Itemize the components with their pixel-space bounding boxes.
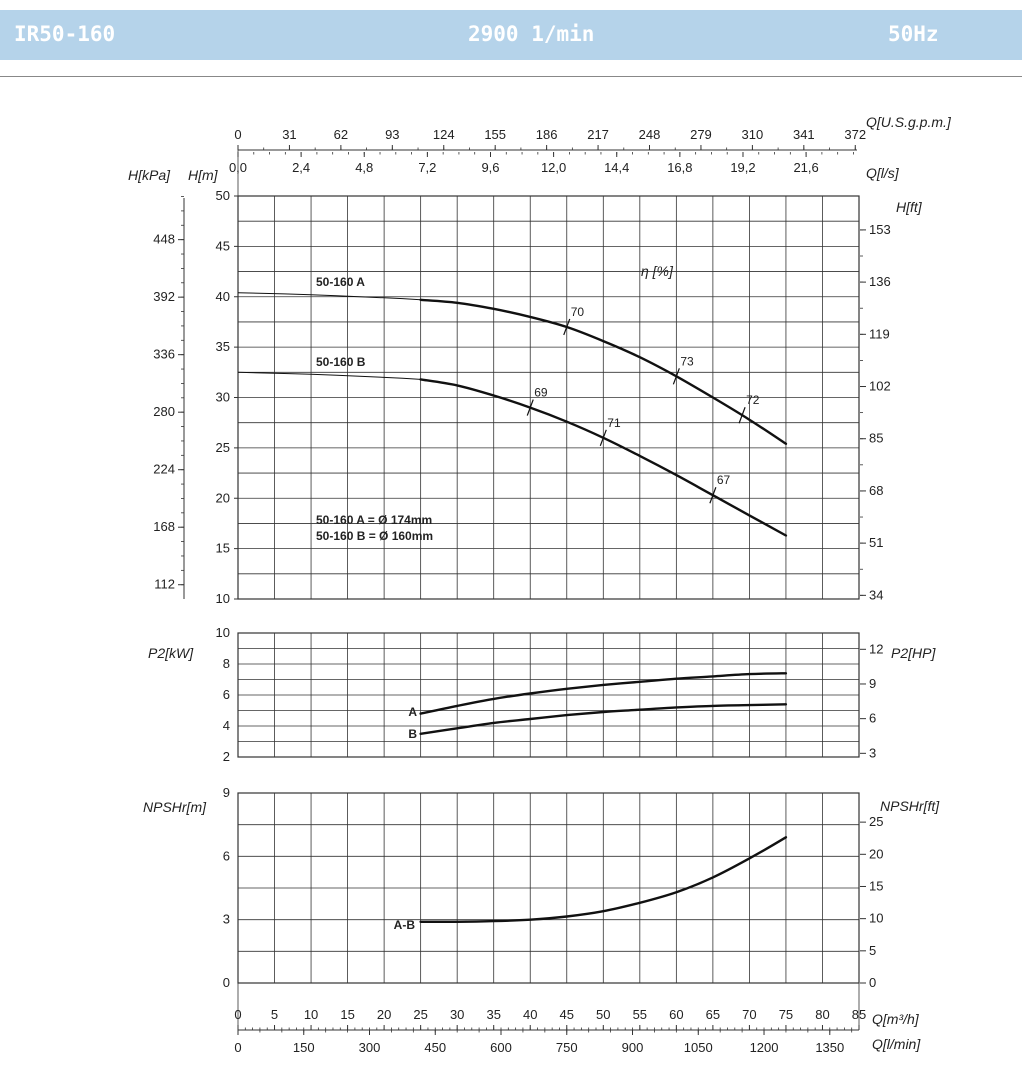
efficiency-label-70: 70 <box>570 304 585 319</box>
ls-tick-label: 19,2 <box>730 160 756 175</box>
npsh-ft-unit-label: NPSHr[ft] <box>880 798 940 814</box>
m3h-tick-label: 25 <box>413 1007 428 1022</box>
kpa-tick-label: 168 <box>153 519 175 535</box>
head-y-tick-label: 35 <box>215 339 230 355</box>
hp-tick-label: 3 <box>869 745 877 761</box>
hp-tick-label: 9 <box>869 675 877 691</box>
power-label-a: A <box>408 705 417 719</box>
head-y-tick-label: 25 <box>215 439 230 455</box>
hp-tick-label: 6 <box>869 710 877 726</box>
npsh-y-tick-label: 6 <box>222 848 230 864</box>
pump-model-title: IR50-160 <box>14 22 116 46</box>
head-y-tick-label: 40 <box>215 288 230 304</box>
usgpm-tick-label: 155 <box>484 127 507 142</box>
m3h-tick-label: 10 <box>303 1007 319 1022</box>
ls-tick-label: 14,4 <box>604 160 630 175</box>
ls-tick-label: 0,0 <box>228 160 248 175</box>
lmin-tick-label: 0 <box>234 1040 242 1055</box>
lmin-tick-label: 600 <box>490 1040 512 1055</box>
ls-unit-label: Q[l/s] <box>866 165 899 181</box>
m3h-tick-label: 15 <box>340 1007 355 1022</box>
ft-tick-label: 102 <box>869 378 891 394</box>
usgpm-tick-label: 279 <box>690 127 712 142</box>
head-y-tick-label: 30 <box>215 389 230 405</box>
lmin-unit-label: Q[l/min] <box>872 1036 921 1052</box>
kpa-tick-label: 336 <box>153 346 175 362</box>
efficiency-label-71: 71 <box>607 415 621 430</box>
kpa-unit-label: H[kPa] <box>128 167 171 183</box>
npsh-y-tick-label: 0 <box>222 975 230 990</box>
npsh-label-a-b: A-B <box>393 918 415 932</box>
m3h-tick-label: 85 <box>851 1007 867 1022</box>
usgpm-tick-label: 217 <box>587 127 609 142</box>
head-y-tick-label: 50 <box>215 188 230 203</box>
m3h-tick-label: 80 <box>815 1007 830 1022</box>
lmin-tick-label: 300 <box>358 1040 381 1055</box>
ls-tick-label: 21,6 <box>793 160 819 175</box>
power-y-tick-label: 6 <box>222 687 230 702</box>
usgpm-tick-label: 93 <box>385 127 400 142</box>
curve-label-b: 50-160 B <box>316 355 366 369</box>
m3h-unit-label: Q[m³/h] <box>872 1011 919 1027</box>
ls-tick-label: 9,6 <box>481 160 500 175</box>
efficiency-label-72: 72 <box>746 393 760 408</box>
npsh-y-tick-label: 3 <box>222 911 230 927</box>
ft-tick-label: 119 <box>869 326 890 342</box>
usgpm-tick-label: 62 <box>333 127 349 142</box>
ft-tick-label: 85 <box>869 430 884 446</box>
m3h-tick-label: 40 <box>523 1007 538 1022</box>
m3h-tick-label: 0 <box>234 1007 242 1022</box>
efficiency-label-73: 73 <box>680 354 694 369</box>
ls-tick-label: 4,8 <box>355 160 374 175</box>
frequency-label: 50Hz <box>888 22 939 46</box>
ft-tick-label: 68 <box>869 482 884 498</box>
m3h-tick-label: 45 <box>559 1007 574 1022</box>
npsh-y-tick-label: 9 <box>222 785 230 800</box>
lmin-tick-label: 1350 <box>815 1040 845 1055</box>
ls-tick-label: 2,4 <box>292 160 311 175</box>
curve-50-160-a-low-flow <box>238 293 421 300</box>
npsh-ft-tick-label: 5 <box>869 942 877 958</box>
npsh-ft-tick-label: 10 <box>869 910 884 926</box>
lmin-tick-label: 900 <box>621 1040 644 1055</box>
impeller-note-b: 50-160 B = Ø 160mm <box>316 529 434 543</box>
ls-tick-label: 12,0 <box>540 160 567 175</box>
ft-tick-label: 136 <box>869 274 891 290</box>
lmin-tick-label: 150 <box>292 1040 315 1055</box>
ft-unit-label: H[ft] <box>896 199 922 215</box>
usgpm-tick-label: 248 <box>638 127 661 142</box>
m3h-tick-label: 60 <box>669 1007 684 1022</box>
head-y-tick-label: 15 <box>215 540 230 556</box>
ft-tick-label: 34 <box>869 587 884 603</box>
impeller-note-a: 50-160 A = Ø 174mm <box>316 513 433 527</box>
ft-tick-label: 51 <box>869 535 884 551</box>
m3h-tick-label: 20 <box>376 1007 392 1022</box>
power-y-tick-label: 10 <box>215 625 230 640</box>
usgpm-tick-label: 0 <box>234 127 242 142</box>
head-unit-label: H[m] <box>188 167 218 183</box>
hp-tick-label: 12 <box>869 641 884 657</box>
ft-tick-label: 153 <box>869 221 891 237</box>
kpa-tick-label: 448 <box>153 231 175 247</box>
m3h-tick-label: 30 <box>449 1007 465 1022</box>
ls-tick-label: 7,2 <box>418 160 437 175</box>
lmin-tick-label: 1050 <box>683 1040 713 1055</box>
efficiency-label-69: 69 <box>534 385 548 400</box>
m3h-tick-label: 65 <box>705 1007 721 1022</box>
usgpm-tick-label: 124 <box>432 127 455 142</box>
power-label-b: B <box>408 727 417 741</box>
speed-label: 2900 1/min <box>468 22 595 46</box>
efficiency-label-67: 67 <box>716 473 731 488</box>
usgpm-tick-label: 186 <box>535 127 558 142</box>
curve-50-160-b-low-flow <box>238 372 421 379</box>
usgpm-tick-label: 372 <box>844 127 867 142</box>
power-y-tick-label: 4 <box>222 718 230 733</box>
efficiency-unit-label: η [%] <box>641 263 673 279</box>
m3h-tick-label: 75 <box>778 1007 794 1022</box>
lmin-tick-label: 450 <box>424 1040 447 1055</box>
head-y-tick-label: 20 <box>215 490 230 506</box>
kpa-tick-label: 224 <box>153 461 175 477</box>
usgpm-tick-label: 310 <box>741 127 764 142</box>
kpa-tick-label: 112 <box>154 576 175 592</box>
p2-hp-unit-label: P2[HP] <box>891 645 936 661</box>
kpa-tick-label: 392 <box>153 289 175 305</box>
head-y-tick-label: 45 <box>215 238 230 254</box>
m3h-tick-label: 70 <box>742 1007 757 1022</box>
kpa-tick-label: 280 <box>153 404 175 420</box>
lmin-tick-label: 750 <box>555 1040 578 1055</box>
m3h-tick-label: 55 <box>632 1007 648 1022</box>
npsh-ft-tick-label: 20 <box>869 846 884 862</box>
lmin-tick-label: 1200 <box>749 1040 779 1055</box>
npsh-ft-tick-label: 15 <box>869 878 884 894</box>
head-y-tick-label: 10 <box>215 591 230 606</box>
curve-label-a: 50-160 A <box>316 275 365 289</box>
usgpm-tick-label: 31 <box>282 127 297 142</box>
power-y-tick-label: 8 <box>222 656 230 671</box>
m3h-tick-label: 50 <box>596 1007 611 1022</box>
power-y-tick-label: 2 <box>222 749 230 764</box>
npsh-ft-tick-label: 25 <box>869 814 884 830</box>
usgpm-unit-label: Q[U.S.g.p.m.] <box>866 114 951 130</box>
ls-tick-label: 16,8 <box>667 160 693 175</box>
usgpm-tick-label: 341 <box>792 127 815 142</box>
m3h-tick-label: 35 <box>486 1007 501 1022</box>
npsh-ft-tick-label: 0 <box>869 975 877 990</box>
m3h-tick-label: 5 <box>270 1007 279 1022</box>
npsh-m-unit-label: NPSHr[m] <box>143 799 206 815</box>
p2-kw-unit-label: P2[kW] <box>148 645 194 661</box>
